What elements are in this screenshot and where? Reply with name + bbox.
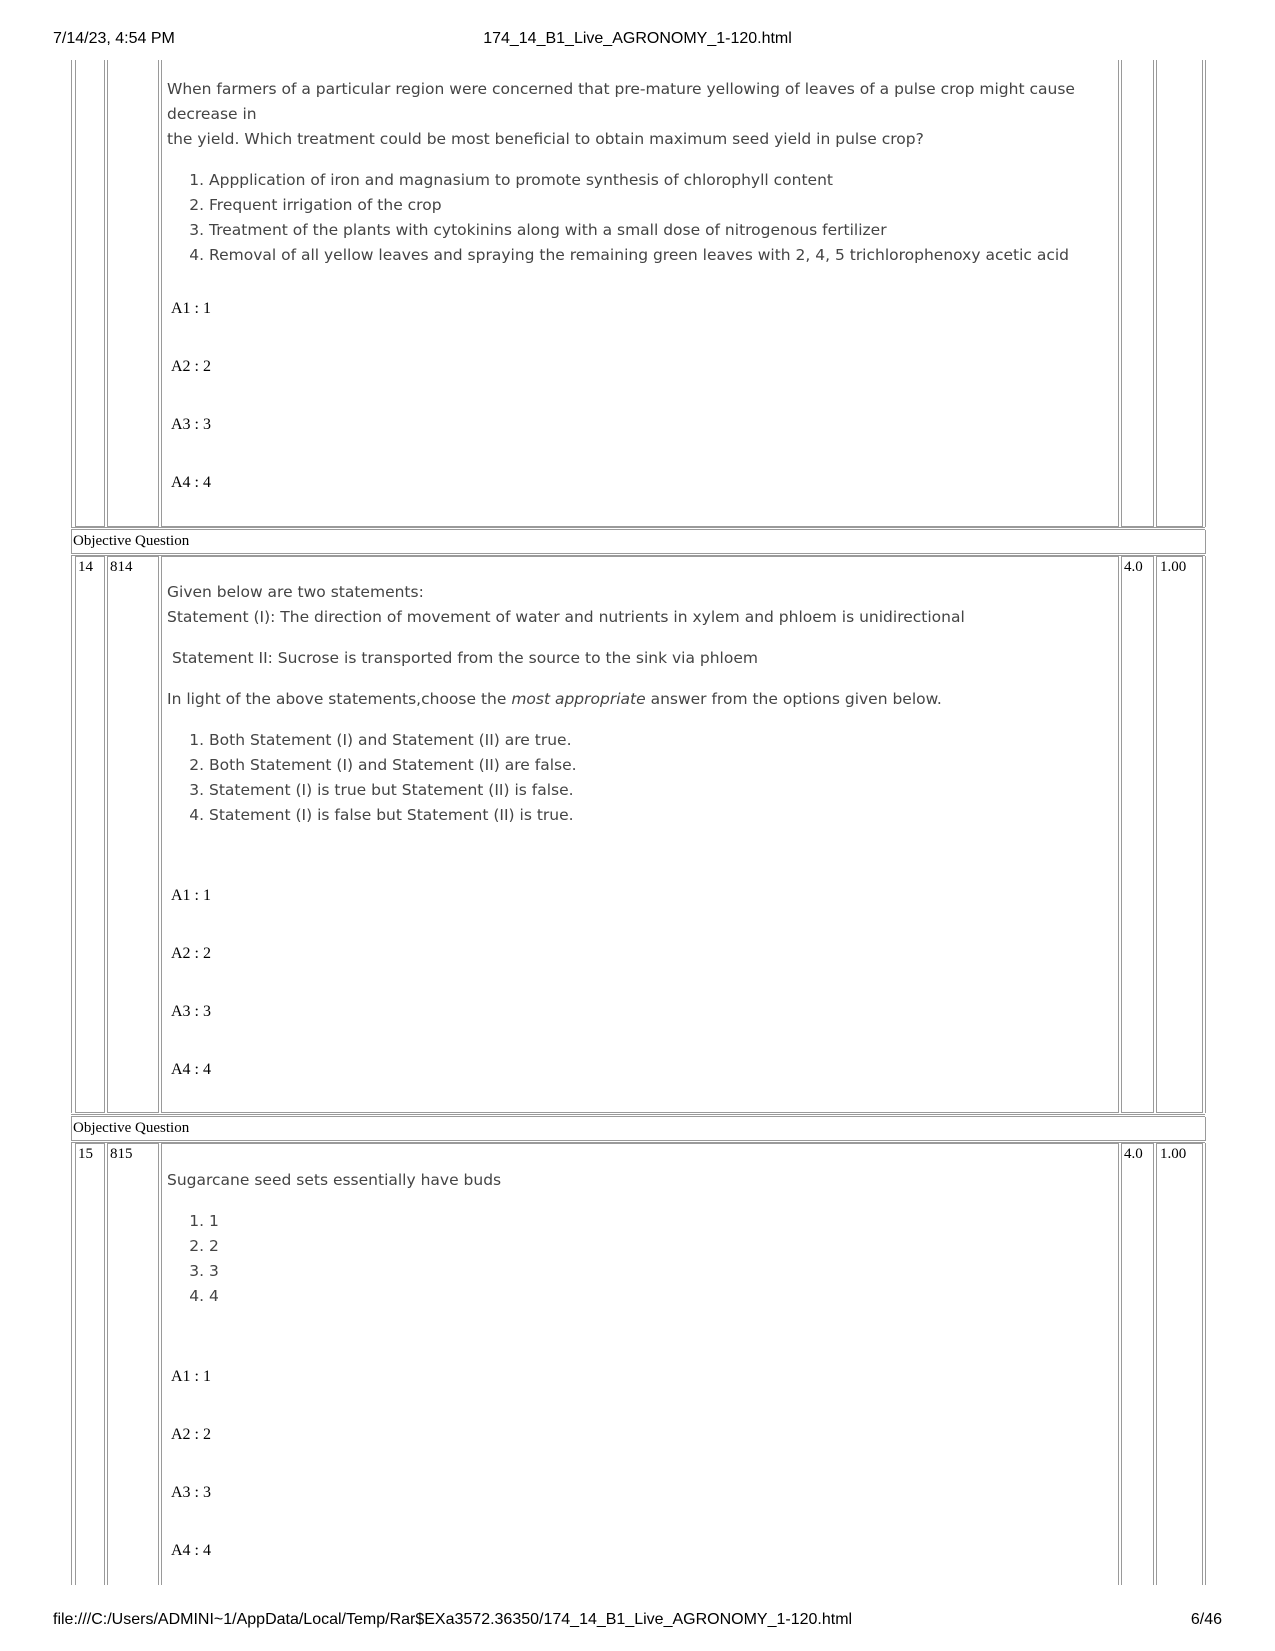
negative-marks-value: 1.00 xyxy=(1160,1146,1187,1162)
question-14-text xyxy=(167,580,1117,828)
table-border xyxy=(1205,60,1206,527)
table-border xyxy=(1205,1117,1206,1141)
answer-key: A2 : 2 xyxy=(171,945,211,962)
question-stem-line: the yield. Which treatment could be most beneficial to obtain maximum seed yield in pulse crop? xyxy=(167,130,924,148)
table-border xyxy=(71,1117,72,1141)
answer-key: A1 : 1 xyxy=(171,300,211,317)
list-item: 4. 4 xyxy=(209,1284,1117,1309)
answer-key: A2 : 2 xyxy=(171,1426,211,1443)
option-list xyxy=(167,168,1117,268)
print-datetime: 7/14/23, 4:54 PM xyxy=(53,30,175,47)
document-title: 174_14_B1_Live_AGRONOMY_1-120.html xyxy=(483,30,792,47)
negative-marks-value: 1.00 xyxy=(1160,559,1187,575)
question-stem-line: Given below are two statements: xyxy=(167,583,424,601)
list-item: 3. 3 xyxy=(209,1259,1117,1284)
answer-key: A3 : 3 xyxy=(171,1003,211,1020)
cell-marks xyxy=(1121,556,1154,1113)
marks-value: 4.0 xyxy=(1124,559,1143,575)
answer-key: A1 : 1 xyxy=(171,1368,211,1385)
question-stem-line: Statement II: Sucrose is transported from the source to the sink via phloem xyxy=(172,649,758,667)
row-separator xyxy=(71,1114,1205,1117)
question-type-label: Objective Question xyxy=(73,1120,190,1136)
list-item: 2. 2 xyxy=(209,1234,1117,1259)
table-border xyxy=(1205,530,1206,554)
answer-key: A1 : 1 xyxy=(171,887,211,904)
list-item: 4. Removal of all yellow leaves and spraying the remaining green leaves with 2, 4, 5 trichlorophenoxy acetic acid xyxy=(209,243,1117,268)
file-path: file:///C:/Users/ADMINI~1/AppData/Local/Temp/Rar$EXa3572.36350/174_14_B1_Live_AGRONOMY_1-120.html xyxy=(53,1611,853,1628)
list-item: 1. 1 xyxy=(209,1209,1117,1234)
question-stem-line xyxy=(167,687,1117,712)
question-type-label: Objective Question xyxy=(73,533,190,549)
cell-sno xyxy=(75,556,105,1113)
cell-marks xyxy=(1121,1143,1154,1585)
answer-key: A4 : 4 xyxy=(171,1061,211,1078)
question-stem-line: When farmers of a particular region were concerned that pre-mature yellowing of leaves of a pulse crop might cause decrease in xyxy=(167,80,1075,123)
instruction-text: In light of the above statements,choose the xyxy=(167,690,512,708)
cell-marks xyxy=(1121,60,1154,527)
row-separator xyxy=(71,527,1205,530)
answer-key: A3 : 3 xyxy=(171,1484,211,1501)
question-id: 814 xyxy=(110,559,133,575)
table-border xyxy=(71,556,72,1113)
list-item: 2. Frequent irrigation of the crop xyxy=(209,193,1117,218)
table-border xyxy=(71,530,72,554)
list-item: 3. Statement (I) is true but Statement (II) is false. xyxy=(209,778,1117,803)
cell-negative xyxy=(1156,1143,1203,1585)
answer-key: A4 : 4 xyxy=(171,474,211,491)
page-number: 6/46 xyxy=(1190,1611,1222,1628)
cell-qid xyxy=(107,556,159,1113)
list-item: 1. Both Statement (I) and Statement (II) are true. xyxy=(209,728,1117,753)
answer-key: A2 : 2 xyxy=(171,358,211,375)
table-border xyxy=(71,1143,72,1585)
serial-number: 15 xyxy=(78,1146,93,1162)
list-item: 3. Treatment of the plants with cytokinins along with a small dose of nitrogenous fertilizer xyxy=(209,218,1117,243)
answer-key: A4 : 4 xyxy=(171,1542,211,1559)
cell-qid xyxy=(107,60,159,527)
table-border xyxy=(1205,1143,1206,1585)
cell-negative xyxy=(1156,556,1203,1113)
instruction-emphasis: most appropriate xyxy=(511,690,646,708)
answer-key: A3 : 3 xyxy=(171,416,211,433)
cell-sno xyxy=(75,1143,105,1585)
list-item: 2. Both Statement (I) and Statement (II) are false. xyxy=(209,753,1117,778)
table-border xyxy=(71,60,72,527)
list-item: 4. Statement (I) is false but Statement (II) is true. xyxy=(209,803,1117,828)
cell-qid xyxy=(107,1143,159,1585)
table-border xyxy=(1205,556,1206,1113)
option-list xyxy=(167,1209,1117,1309)
option-list xyxy=(167,728,1117,828)
question-stem-line: Statement (I): The direction of movement of water and nutrients in xylem and phloem is unidirectional xyxy=(167,608,965,626)
question-15-text xyxy=(167,1168,1117,1309)
question-stem: Sugarcane seed sets essentially have buds xyxy=(167,1171,502,1189)
serial-number: 14 xyxy=(78,559,93,575)
instruction-text: answer from the options given below. xyxy=(645,690,942,708)
question-id: 815 xyxy=(110,1146,133,1162)
list-item: 1. Appplication of iron and magnasium to promote synthesis of chlorophyll content xyxy=(209,168,1117,193)
question-13-text xyxy=(167,77,1117,268)
cell-sno xyxy=(75,60,105,527)
marks-value: 4.0 xyxy=(1124,1146,1143,1162)
cell-negative xyxy=(1156,60,1203,527)
